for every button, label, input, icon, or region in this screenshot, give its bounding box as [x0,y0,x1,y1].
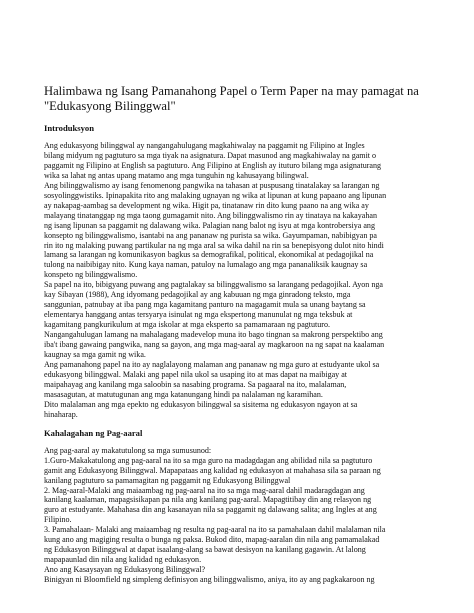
section-body-introduksyon: Ang edukasyong bilinggwal ay nangangahulugang magkahiwalay na paggamit ng Filipino at Ingles bilang midyum ng pagtuturo sa mga tiyak na asignatura. Dapat masunod ang magkahiwalay na gamit o paggamit ng Filipino at English sa pagtuturo. Ang Filipino at English ay ituturo bilang mga asignaturang wika sa lahat ng antas upang matamo ang mga tunguhin ng kahusayang bilingwal. Ang bilinggwalismo ay isang fenomenong pangwika na tahasan at puspusang tinatalakay sa larangan ng sosyolinggwistiks. Ipinapakita rito ang malaking ugnayan ng wika at lipunan at kung papaano ang lipunan ay nakapag-aambag sa development ng wika. Higit pa, tinatanaw rin dito kung paano na ang wika ay malayang tinatanggap ng mga taong gumagamit nito. Ang bilinggwalismo rin ay tinataya na kakayahan ng isang lipunan sa paggamit ng dalawang wika. Palagian nang balot ng isyu at mga kontrobersiya ang konsepto ng bilinggwalismo, isantabi na ang pananaw ng purista sa wika. Gayumpaman, nabibigyan pa rin ito ng malaking puwang partikular na ng mga aral sa wika dahil na rin sa benepisyong dulot nito hindi lamang sa larangan ng komunikasyon bagkus sa demografikal, political, ekonomikal at pedagojikal na tulong na naibibigay nito. Kung kaya naman, patuloy na lumalago ang mga pananaliksik kaugnay sa konspeto ng bilinggwalismo. Sa papel na ito, bibigyang puwang ang pagtalakay sa bilinggwalismo sa larangang pedagojikal. Ayon nga kay Sibayan (1988), Ang idyomang pedagojikal ay ang kabuuan ng mga ginradong teksto, mga sanggunian, patnubay at iba pang mga kagamitang panturo na magagamit mula sa unang baytang sa elementarya hanggang antas tersyarya isinulat ng mga ekspertong manunulat ng mga teksbuk at kagamitang pangkurikulum at mga iskolar at mga eksperto sa pamamaraan ng pagtuturo. Nangangahulugan lamang na mahalagang madevelop muna ito bago tingnan sa makrong perspektibo ang iba't ibang gawaing pangwika, nang sa gayon, ang mga mag-aaral ay magkaroon na ng sapat na kaalaman kaugnay sa mga gamit ng wika. Ang pamanahong papel na ito ay naglalayong malaman ang pananaw ng mga guro at estudyante ukol sa edukasyong bilinggwal. Malaki ang papel nila ukol sa usaping ito at mas dapat na maibigay at maipahayag ang kanilang mga saloobin sa nasabing programa. Sa pagaaral na ito, malalaman, masasagutan, at matutugunan ang mga katanungang hindi pa nalalaman ng karamihan. Dito malalaman ang mga epekto ng edukasyon bilinggwal sa sisitema ng edukasyon ngayon at sa hinaharap. [44,141,387,419]
section-heading-introduksyon: Introduksyon [44,123,94,133]
section-body-kahalagahan: Ang pag-aaral ay makatutulong sa mga sumusunod: 1.Guro-Makakatulong ang pag-aaral na ito sa mga guro na madagdagan ang abilidad nila sa pagtuturo gamit ang Edukasyong Bilinggwal. Mapapataas ang kalidad ng edukasyon at mahahasa sila sa paraan ng kanilang pagtuturo sa pamamagitan ng paggamit ng Edukasyong Bilinggwal 2. Mag-aaral-Malaki ang maiaambag ng pag-aaral na ito sa mga mag-aaral dahil madaragdagan ang kanilang kaalaman, mapagsisikapan pa nila ang kanilang pag-aaral. Mapagtitibay din ang relasyon ng guro at estudyante. Mahahasa din ang kasanayan nila sa paggamit ng dalawang salita; ang Ingles at ang Filipino. 3. Pamahalaan- Malaki ang maiaambag ng resulta ng pag-aaral na ito sa pamahalaan dahil malalaman nila kung ano ang magiging resulta o bunga ng paksa. Bukod dito, mapag-aaralan din nila ang pamamalakad ng Edukasyon Bilinggwal at dapat isaalang-alang sa bawat desisyon na kanilang gagawin. At lalong mapapaunlad din nila ang kalidad ng edukasyon. Ano ang Kasaysayan ng Edukasyong Bilinggwal? Binigyan ni Bloomfield ng simpleng definisyon ang bilinggwalismo, aniya, ito ay ang pagkakaroon ng [44,445,386,585]
section-heading-kahalagahan: Kahalagahan ng Pag-aaral [44,427,143,438]
page-title: Halimbawa ng Isang Pamanahong Papel o Term Paper na may pamagat na "Edukasyong Bilinggwal" [44,84,419,113]
section-spacer [44,420,430,428]
